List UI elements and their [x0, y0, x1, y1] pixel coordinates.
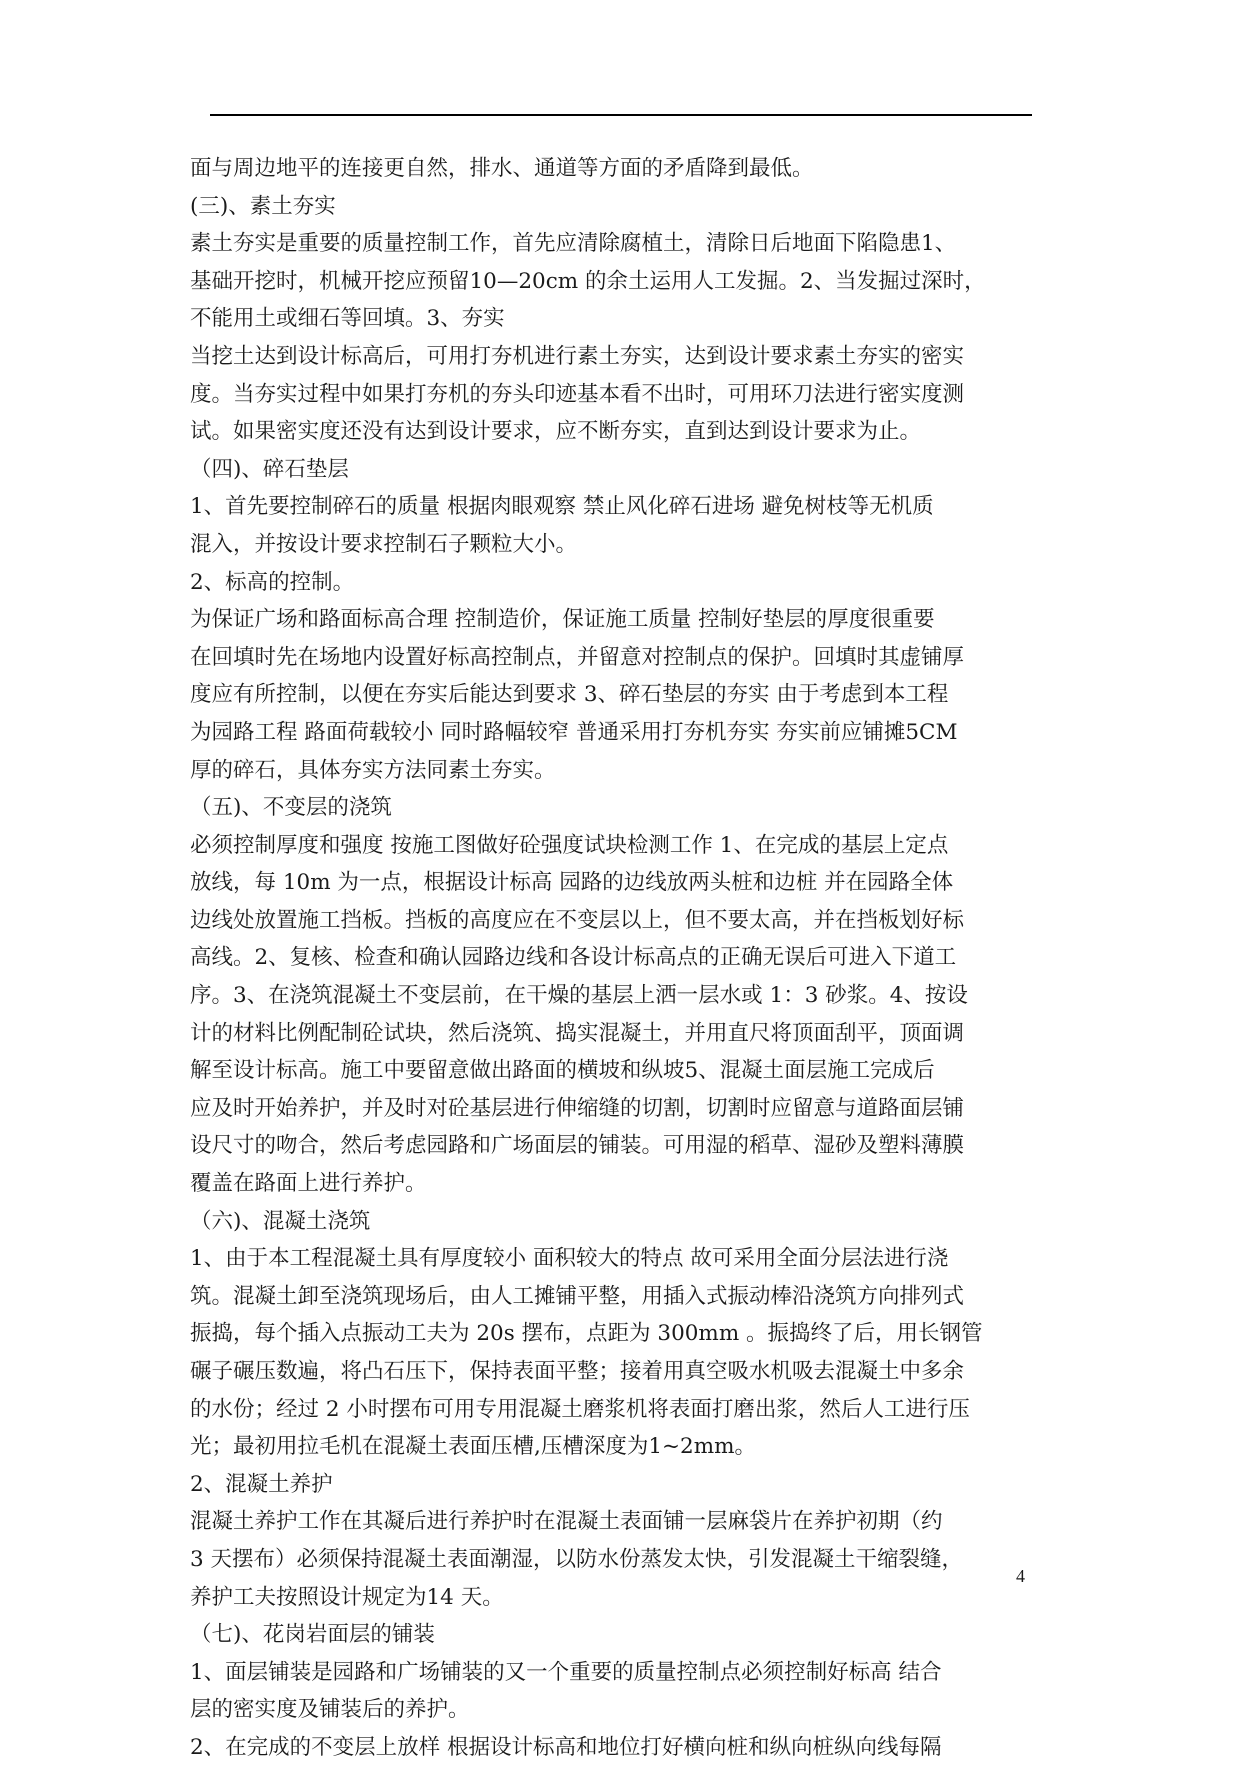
text-line: 计的材料比例配制砼试块，然后浇筑、捣实混凝土，并用直尺将顶面刮平，顶面调 — [190, 1020, 965, 1046]
text-line: 解至设计标高。施工中要留意做出路面的横坡和纵坡5、混凝土面层施工完成后 — [190, 1058, 935, 1084]
text-line: 1、由于本工程混凝土具有厚度较小 面积较大的特点 故可采用全面分层法进行浇 — [190, 1246, 949, 1272]
text-line: （七)、花岗岩面层的铺装 — [190, 1622, 435, 1648]
text-line: 不能用土或细石等回填。3、夯实 — [190, 306, 505, 332]
text-line: 2、标高的控制。 — [190, 569, 355, 595]
text-line: 振捣，每个插入点振动工夫为 20s 摆布，点距为 300mm 。振捣终了后，用长钢管 — [190, 1321, 983, 1347]
text-line: 高线。2、复核、检查和确认园路边线和各设计标高点的正确无误后可进入下道工 — [190, 945, 957, 971]
text-line: 设尺寸的吻合，然后考虑园路和广场面层的铺装。可用湿的稻草、湿砂及塑料薄膜 — [190, 1133, 965, 1159]
text-line: 光；最初用拉毛机在混凝土表面压槽,压槽深度为1~2mm。 — [190, 1434, 756, 1460]
text-line: 试。如果密实度还没有达到设计要求，应不断夯实，直到达到设计要求为止。 — [190, 419, 922, 445]
text-line: 序。3、在浇筑混凝土不变层前，在干燥的基层上洒一层水或 1：3 砂浆。4、按设 — [190, 983, 968, 1009]
text-line: 当挖土达到设计标高后，可用打夯机进行素土夯实，达到设计要求素土夯实的密实 — [190, 343, 965, 369]
text-line: 必须控制厚度和强度 按施工图做好砼强度试块检测工作 1、在完成的基层上定点 — [190, 832, 949, 858]
text-line: (三)、素土夯实 — [190, 193, 336, 219]
body-text — [190, 150, 1070, 1767]
text-line: 筑。混凝土卸至浇筑现场后，由人工摊铺平整，用插入式振动棒沿浇筑方向排列式 — [190, 1283, 965, 1309]
text-line: 素土夯实是重要的质量控制工作，首先应清除腐植土，清除日后地面下陷隐患1、 — [190, 231, 957, 257]
text-line: 2、混凝土养护 — [190, 1471, 333, 1497]
text-line: 应及时开始养护，并及时对砼基层进行伸缩缝的切割，切割时应留意与道路面层铺 — [190, 1095, 965, 1121]
text-line: 混入，并按设计要求控制石子颗粒大小。 — [190, 531, 578, 557]
text-line: 度应有所控制，以便在夯实后能达到要求 3、碎石垫层的夯实 由于考虑到本工程 — [190, 682, 949, 708]
text-line: 厚的碎石，具体夯实方法同素土夯实。 — [190, 757, 556, 783]
page-number: 4 — [1016, 1566, 1025, 1586]
text-line: 放线，每 10m 为一点，根据设计标高 园路的边线放两头桩和边桩 并在园路全体 — [190, 870, 954, 896]
text-line: 碾子碾压数遍，将凸石压下，保持表面平整；接着用真空吸水机吸去混凝土中多余 — [190, 1359, 965, 1384]
text-line: （五)、不变层的浇筑 — [190, 795, 392, 821]
text-line: 为保证广场和路面标高合理 控制造价，保证施工质量 控制好垫层的厚度很重要 — [190, 607, 935, 633]
text-line: （四)、碎石垫层 — [190, 456, 349, 482]
text-line: 层的密实度及铺装后的养护。 — [190, 1697, 470, 1723]
text-line: 的水份；经过 2 小时摆布可用专用混凝土磨浆机将表面打磨出浆，然后人工进行压 — [190, 1396, 970, 1422]
text-line: 为园路工程 路面荷载较小 同时路幅较窄 普通采用打夯机夯实 夯实前应铺摊5CM — [190, 719, 958, 745]
text-line: （六)、混凝土浇筑 — [190, 1208, 371, 1234]
text-line: 面与周边地平的连接更自然，排水、通道等方面的矛盾降到最低。 — [190, 156, 814, 181]
text-line: 混凝土养护工作在其凝后进行养护时在混凝土表面铺一层麻袋片在养护初期（约 — [190, 1509, 943, 1535]
text-line: 度。当夯实过程中如果打夯机的夯头印迹基本看不出时，可用环刀法进行密实度测 — [190, 381, 965, 407]
header-rule — [210, 114, 1032, 116]
text-line: 1、首先要控制碎石的质量 根据肉眼观察 禁止风化碎石进场 避免树枝等无机质 — [190, 494, 934, 520]
text-line: 1、面层铺装是园路和广场铺装的又一个重要的质量控制点必须控制好标高 结合 — [190, 1659, 942, 1685]
text-line: 养护工夫按照设计规定为14 天。 — [190, 1584, 504, 1610]
text-line: 覆盖在路面上进行养护。 — [190, 1171, 427, 1197]
text-line: 基础开挖时，机械开挖应预留10—20cm 的余土运用人工发掘。2、当发掘过深时， — [190, 268, 986, 294]
text-line: 在回填时先在场地内设置好标高控制点，并留意对控制点的保护。回填时其虚铺厚 — [190, 644, 965, 670]
text-line: 2、在完成的不变层上放样 根据设计标高和地位打好横向桩和纵向桩纵向线每隔 — [190, 1734, 942, 1760]
text-line: 3 天摆布）必须保持混凝土表面潮湿，以防水份蒸发太快，引发混凝土干缩裂缝， — [190, 1546, 964, 1572]
text-line: 边线处放置施工挡板。挡板的高度应在不变层以上，但不要太高，并在挡板划好标 — [190, 907, 965, 933]
